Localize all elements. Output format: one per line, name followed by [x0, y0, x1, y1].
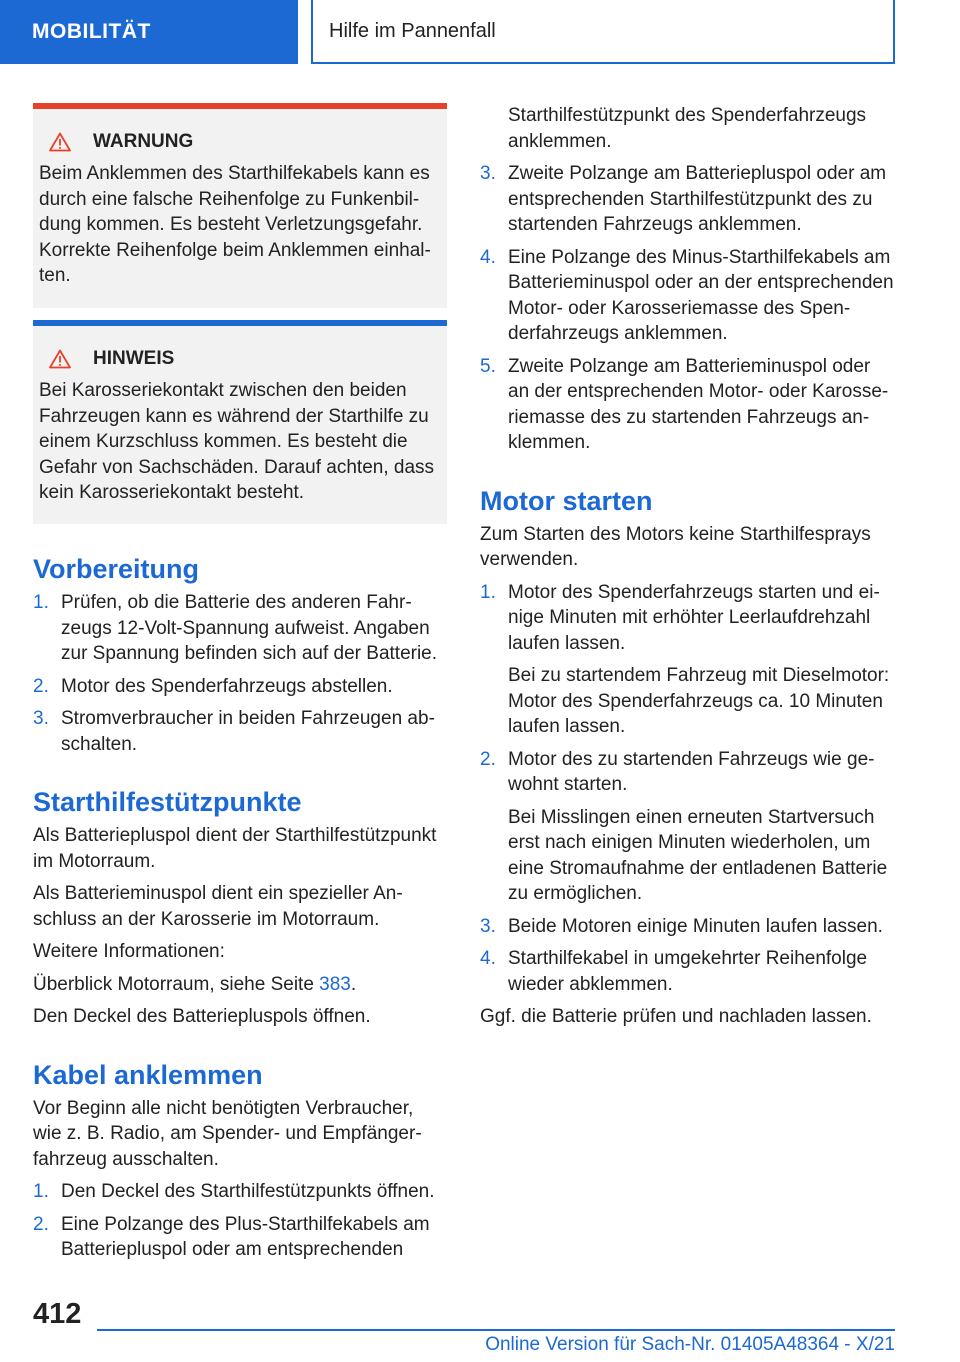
- note-title: HINWEIS: [93, 348, 175, 370]
- kabel-steps-continued: [480, 161, 895, 456]
- page-number: 412: [33, 1298, 82, 1330]
- list-item: 2. Eine Polzange des Plus-Starthilfekabels am Batteriepluspol oder am entsprechenden: [33, 1213, 430, 1260]
- heading-vorbereitung: Vorbereitung: [33, 554, 200, 584]
- paragraph: Vor Beginn alle nicht benötigten Verbraucher, wie z. B. Radio, am Spender- und Empfängerfahrzeug ausschalten.: [33, 1097, 422, 1170]
- list-item: 1. Motor des Spenderfahrzeugs starten und einige Minuten mit erhöhter Leerlaufdrehzahl laufen lassen. Bei zu startendem Fahrzeug mit Dieselmotor: Motor des Spenderfahrzeugs ca. 10 Minuten laufen lassen.: [480, 581, 890, 737]
- heading-motor: Motor starten: [480, 485, 653, 516]
- warning-text: Beim Anklemmen des Starthilfekabels kann es durch eine falsche Reihenfolge zu Funkenbildung kommen. Es besteht Verletzungsgefahr. Korrekte Reihenfolge beim Anklemmen einhalten.: [39, 163, 431, 286]
- list-item: 3. Beide Motoren einige Minuten laufen lassen.: [480, 915, 883, 937]
- paragraph: Den Deckel des Batteriepluspols öffnen.: [33, 1006, 371, 1027]
- list-item: 1. Den Deckel des Starthilfestützpunkts öffnen.: [33, 1181, 435, 1202]
- chapter-title: Hilfe im Pannenfall: [329, 19, 496, 42]
- list-item: 4. Starthilfekabel in umgekehrter Reihenfolge wieder abklemmen.: [480, 948, 868, 995]
- list-item: 2. Motor des zu startenden Fahrzeugs wie gewohnt starten. Bei Misslingen einen erneuten Startversuch erst nach einigen Minuten wiederholen, um eine Stromaufnahme der entladenen Batterie zu ermöglichen.: [480, 748, 888, 904]
- left-column: [33, 103, 447, 1270]
- heading-stuetzpunkte: Starthilfestützpunkte: [33, 787, 302, 817]
- list-item: 2. Motor des Spenderfahrzeugs abstellen.: [33, 675, 393, 697]
- paragraph: Als Batterieminuspol dient ein spezieller Anschluss an der Karosserie im Motorraum.: [33, 883, 403, 930]
- page-link[interactable]: 383: [319, 973, 351, 995]
- note-callout: [33, 320, 447, 524]
- list-continuation: Starthilfestützpunkt des Spenderfahrzeugs anklemmen.: [508, 105, 867, 152]
- note-text: Bei Karosseriekontakt zwischen den beiden Fahrzeugen kann es während der Starthilfe zu einem Kurzschluss kommen. Es besteht die Gefahr von Sachschäden. Darauf achten, dass kein Karosseriekontakt besteht.: [39, 380, 435, 503]
- vorbereitung-steps: [33, 590, 447, 757]
- warning-callout: [33, 103, 447, 308]
- heading-kabel: Kabel anklemmen: [33, 1059, 263, 1090]
- footer-text: Online Version für Sach-Nr. 01405A48364 - X/21: [485, 1334, 895, 1355]
- list-item: 5. Zweite Polzange am Batterieminuspol oder an der entsprechenden Motor- oder Karosseriemasse des zu startenden Fahrzeugs anklemmen.: [480, 355, 889, 453]
- paragraph: Zum Starten des Motors keine Starthilfesprays verwenden.: [480, 523, 871, 570]
- section-tab: [0, 0, 298, 64]
- warning-triangle-icon: [49, 349, 71, 369]
- chapter-title-box: [311, 0, 895, 64]
- list-item: 1. Prüfen, ob die Batterie des anderen Fahrzeugs 12-Volt-Spannung aufweist. Angaben zur Spannung befinden sich auf der Batterie.: [33, 592, 438, 664]
- paragraph: Als Batteriepluspol dient der Starthilfestützpunkt im Motorraum.: [33, 825, 437, 872]
- right-column: [480, 103, 895, 1037]
- footer-divider: [97, 1329, 895, 1331]
- warning-triangle-icon: [49, 132, 71, 152]
- paragraph: Weitere Informationen:: [33, 941, 225, 962]
- section-label: MOBILITÄT: [32, 20, 151, 43]
- list-item: 3. Zweite Polzange am Batteriepluspol oder am entsprechenden Starthilfestützpunkt des zu startenden Fahrzeugs anklemmen.: [480, 163, 887, 235]
- list-item: 3. Stromverbraucher in beiden Fahrzeugen abschalten.: [33, 708, 435, 755]
- warning-title: WARNUNG: [93, 131, 194, 153]
- kabel-steps: [33, 1179, 447, 1263]
- paragraph: Ggf. die Batterie prüfen und nachladen lassen.: [480, 1006, 872, 1027]
- list-item: 4. Eine Polzange des Minus-Starthilfekabels am Batterieminuspol oder an der entsprechenden Motor- oder Karosseriemasse des Spenderfahrzeugs anklemmen.: [480, 246, 894, 344]
- paragraph: Überblick Motorraum, siehe Seite 383.: [33, 973, 357, 995]
- motor-steps: [480, 580, 895, 998]
